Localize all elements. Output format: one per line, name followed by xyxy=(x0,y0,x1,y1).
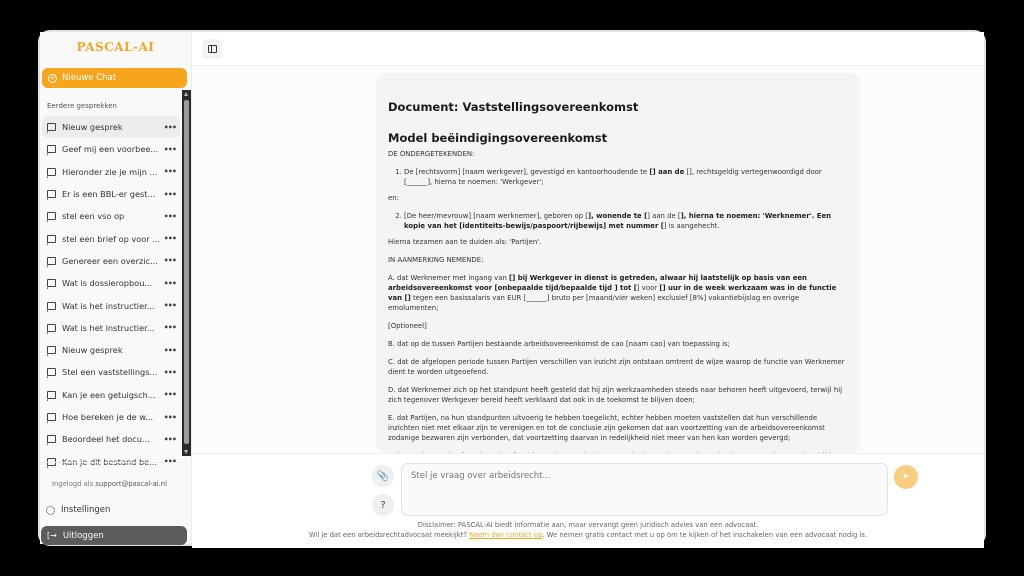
conversation-item[interactable]: Er is een BBL-er gest... ••• xyxy=(42,183,180,205)
main-panel xyxy=(192,32,984,544)
more-options-icon[interactable]: ••• xyxy=(163,434,176,444)
more-options-icon[interactable]: ••• xyxy=(163,390,176,400)
document-subtitle: Model beëindigingsovereenkomst xyxy=(388,130,608,145)
more-options-icon[interactable]: ••• xyxy=(163,144,176,154)
gear-icon xyxy=(46,506,55,515)
more-options-icon[interactable]: ••• xyxy=(163,367,176,377)
logout-button[interactable]: [→ Uitloggen xyxy=(41,526,187,545)
chat-bubble-icon xyxy=(47,123,56,131)
conversation-item[interactable]: stel een brief op voor ... ••• xyxy=(42,227,180,249)
chat-bubble-icon xyxy=(47,413,56,421)
conversation-item[interactable]: Genereer een overzic... ••• xyxy=(42,250,180,272)
chat-bubble-icon xyxy=(47,391,56,399)
more-options-icon[interactable]: ••• xyxy=(163,211,176,221)
sidebar-panel-icon xyxy=(208,45,217,53)
more-options-icon[interactable]: ••• xyxy=(163,234,176,244)
more-options-icon[interactable]: ••• xyxy=(163,278,176,288)
assistant-message-document xyxy=(376,73,860,453)
logo: PASCAL-AI xyxy=(76,40,155,54)
divider xyxy=(40,462,186,463)
document-title: Document: Vaststellingsovereenkomst xyxy=(388,100,639,114)
toggle-sidebar-button[interactable] xyxy=(202,39,222,59)
question-input[interactable] xyxy=(401,463,888,516)
plus-circle-icon: + xyxy=(49,73,56,82)
more-options-icon[interactable]: ••• xyxy=(163,301,176,311)
chat-bubble-icon xyxy=(47,435,56,443)
conversation-item[interactable]: stel een vso op ••• xyxy=(42,205,180,227)
scroll-down-arrow-icon[interactable] xyxy=(184,450,188,454)
doc-paragraph: DE ONDERGETEKENDEN: xyxy=(388,150,475,159)
chat-bubble-icon xyxy=(47,190,56,198)
sidebar xyxy=(40,32,192,544)
new-chat-label: Nieuwe Chat xyxy=(62,73,117,83)
scroll-up-arrow-icon[interactable] xyxy=(184,92,188,96)
chat-bubble-icon xyxy=(47,279,56,287)
conversation-item[interactable]: Nieuw gesprek ••• xyxy=(42,339,180,361)
doc-paragraph: IN AANMERKING NEMENDE: xyxy=(388,256,484,265)
doc-paragraph: B. dat op de tussen Partijen bestaande arbeidsovereenkomst de cao [naam cao] van toepassing is; xyxy=(388,340,730,349)
paperclip-icon: 📎 xyxy=(376,470,390,482)
app-window xyxy=(38,30,986,546)
send-icon: ➤ xyxy=(902,472,910,482)
doc-paragraph: D. dat Werknemer zich op het standpunt heeft gesteld dat hij zijn werkzaamheden steeds naar behoren heeft uitgevoerd, terwijl hij zich tegenover Werkgever bereid heeft verklaard dat ook in de toekomst te blijven doen; xyxy=(388,386,843,405)
doc-paragraph: C. dat de afgelopen periode tussen Partijen verschillen van inzicht zijn ontstaan omtrent de wijze waarop de functie van Werknemer dient te worden uitgeoefend. xyxy=(388,358,845,377)
question-circle-icon: ? xyxy=(380,499,386,511)
conversation-item[interactable]: Hoe bereken je de w... ••• xyxy=(42,406,180,428)
party-item: 2. [De heer/mevrouw] [naam werknemer], geboren op [], wonende te [] aan de [], hierna te noemen: 'Werknemer'. Een kopie van het [identiteits-bewijs/paspoort/rijbewijs] met nummer [] is aangehecht. xyxy=(404,211,848,231)
chat-bubble-icon xyxy=(47,346,56,354)
doc-paragraph: E. dat Partijen, na hun standpunten uitvoerig te hebben toegelicht, echter hebben moeten vaststellen dat hun verschillende inzichten niet met elkaar zijn te verenigen en tot de conclusie zijn gekomen dat aan voortzetting van de arbeidsovereenkomst zodanige bezwaren zijn verbonden, dat voortzetting daarvan in redelijkheid niet meer van hen kan worden gevergd; xyxy=(388,414,825,443)
doc-paragraph: en: xyxy=(388,194,399,203)
contact-notice: Wil je dat een arbeidsrechtadvocaat meekijkt? Neem dan contact op. We nemen gratis contact met u op om te kijken of het inschakelen van een advocaat nodig is. xyxy=(308,531,868,539)
help-button[interactable] xyxy=(372,494,394,516)
more-options-icon[interactable]: ••• xyxy=(163,345,176,355)
conversation-item[interactable]: Wat is het instructier... ••• xyxy=(42,317,180,339)
user-email: support@pascal-ai.nl xyxy=(95,480,167,488)
top-bar xyxy=(192,32,984,66)
chat-bubble-icon xyxy=(47,168,56,176)
history-heading: Eerdere gesprekken xyxy=(47,102,117,110)
send-button[interactable] xyxy=(894,465,918,489)
conversation-item[interactable]: Wat is het instructier... ••• xyxy=(42,294,180,316)
more-options-icon[interactable]: ••• xyxy=(163,122,176,132)
more-options-icon[interactable]: ••• xyxy=(163,167,176,177)
conversation-item[interactable]: Beoordeel het docu... ••• xyxy=(42,428,180,450)
chat-bubble-icon xyxy=(47,145,56,153)
attach-file-button[interactable] xyxy=(372,465,394,487)
chat-bubble-icon xyxy=(47,368,56,376)
parties-list xyxy=(404,211,848,231)
more-options-icon[interactable]: ••• xyxy=(163,189,176,199)
more-options-icon[interactable]: ••• xyxy=(163,323,176,333)
disclaimer-text: Disclaimer: PASCAL-AI biedt informatie aan, maar vervangt geen juridisch advies van een advocaat. xyxy=(417,521,759,529)
logged-in-status: Ingelogd als support@pascal-ai.nl xyxy=(52,480,167,488)
new-chat-button[interactable] xyxy=(42,68,187,88)
doc-paragraph: Hierna tezamen aan te duiden als: 'Partijen'. xyxy=(388,238,542,247)
conversation-list xyxy=(42,116,180,454)
composer xyxy=(192,453,984,548)
doc-paragraph: [Optioneel] xyxy=(388,322,427,331)
doc-paragraph: A. dat Werknemer met ingang van [] bij Werkgever in dienst is getreden, alwaar hij laatstelijk op basis van een arbeidsovereenkomst voor [onbepaalde tijd/bepaalde tijd ] tot [] voor [] uur in de week werkzaam was in de functie van [] tegen een basissalaris van EUR [______] bruto per [maand/vier weken] exclusief [8%] vakantiebijslag en overige emolumenten; xyxy=(388,274,837,313)
contact-link[interactable]: Neem dan contact op xyxy=(469,531,543,539)
conversation-item[interactable]: Stel een vaststellings... ••• xyxy=(42,361,180,383)
conversation-item[interactable]: Geef mij een voorbee... ••• xyxy=(42,138,180,160)
more-options-icon[interactable]: ••• xyxy=(163,256,176,266)
chat-bubble-icon xyxy=(47,302,56,310)
party-item: 1. De [rechtsvorm] [naam werkgever], gevestigd en kantoorhoudende te [] aan de [], rechtsgeldig vertegenwoordigd door [______], hierna te noemen: 'Werkgever'; xyxy=(404,167,848,187)
conversation-item[interactable]: Nieuw gesprek ••• xyxy=(42,116,180,138)
chat-bubble-icon xyxy=(47,235,56,243)
more-options-icon[interactable]: ••• xyxy=(163,412,176,422)
logout-icon: [→ xyxy=(47,531,57,540)
conversation-item[interactable]: Wat is dossieropbou... ••• xyxy=(42,272,180,294)
scrollbar-thumb[interactable] xyxy=(184,100,189,444)
chat-bubble-icon xyxy=(47,257,56,265)
chat-bubble-icon xyxy=(47,212,56,220)
chat-bubble-icon xyxy=(47,324,56,332)
sidebar-scrollbar[interactable] xyxy=(182,90,191,456)
conversation-item[interactable]: Hieronder zie je mijn ... ••• xyxy=(42,161,180,183)
parties-list xyxy=(404,167,848,187)
conversation-item[interactable]: Kan je een getuigsch... ••• xyxy=(42,384,180,406)
settings-button[interactable]: Instellingen xyxy=(46,505,110,515)
